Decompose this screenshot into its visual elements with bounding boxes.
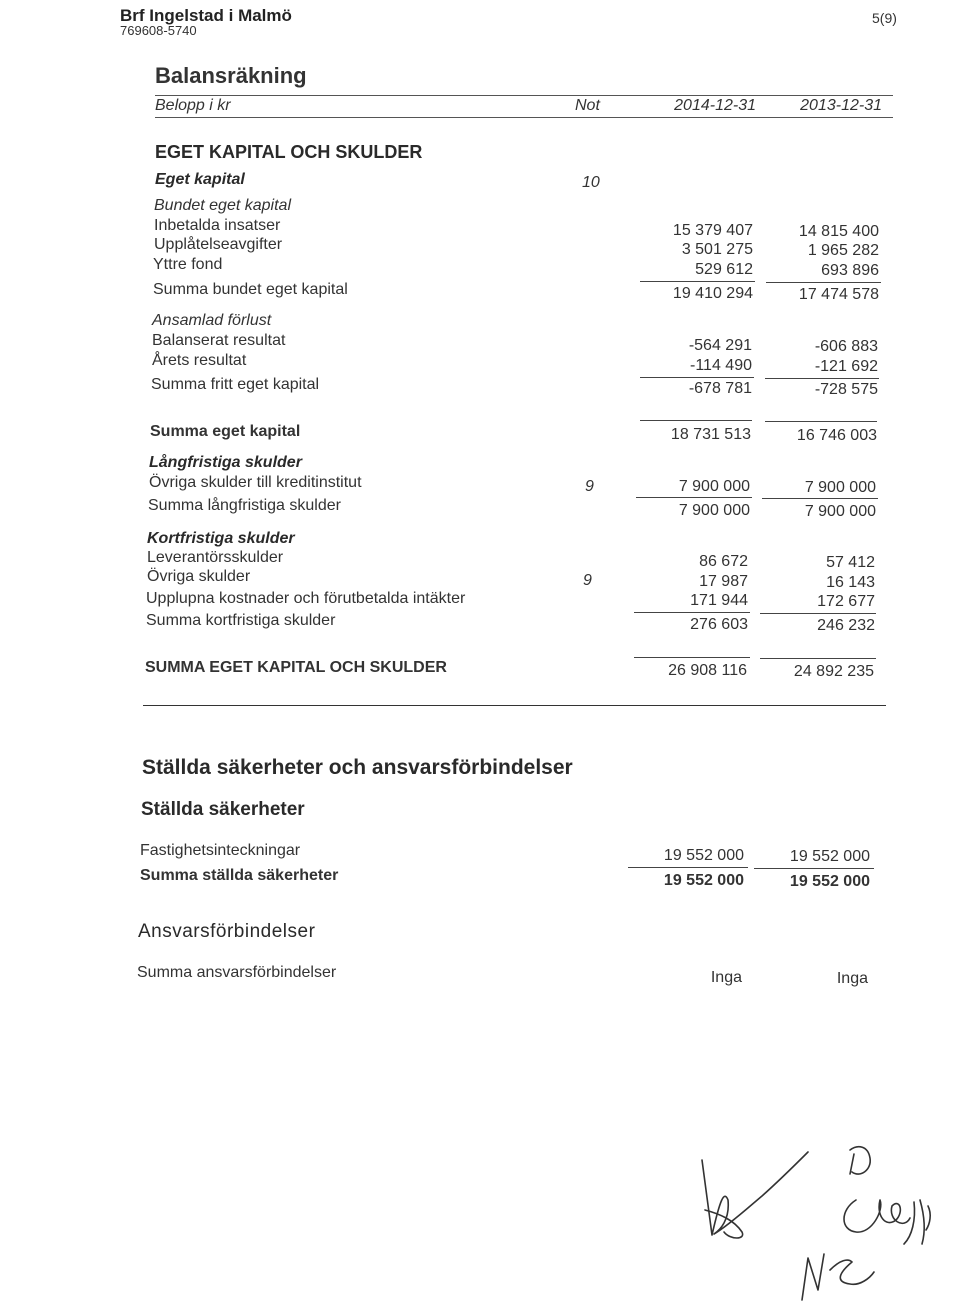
section-divider: [143, 705, 886, 706]
row-value-2013: 1 965 282: [807, 242, 879, 259]
row-label: Upplupna kostnader och förutbetalda intäkter: [146, 590, 466, 607]
row-value-2014: 171 944: [690, 592, 748, 609]
row-value-2014: 7 900 000: [678, 502, 750, 519]
row-label: Yttre fond: [153, 256, 223, 273]
note-column-header: Not: [575, 97, 600, 114]
subtotal-rule: [760, 613, 876, 614]
column-header-2013: 2013-12-31: [800, 97, 882, 114]
grand-total-label: SUMMA EGET KAPITAL OCH SKULDER: [145, 659, 447, 676]
row-value-2013: -728 575: [814, 381, 878, 398]
amount-unit-label: Belopp i kr: [155, 97, 231, 114]
row-value-2014: 529 612: [695, 261, 753, 278]
subtotal-rule: [634, 612, 750, 613]
contingent-value-2013: Inga: [836, 970, 868, 987]
grand-total-rule: [760, 658, 876, 659]
header-rule-bottom: [155, 117, 893, 118]
row-value-2014: 15 379 407: [672, 222, 753, 239]
column-header-2014: 2014-12-31: [674, 97, 756, 114]
subtotal-rule: [640, 281, 755, 282]
total-equity-label: Summa eget kapital: [150, 423, 301, 440]
row-value-2013: 17 474 578: [798, 286, 879, 303]
row-value-2013: -121 692: [814, 358, 878, 375]
total-pledged-2014: 19 552 000: [663, 872, 744, 889]
row-value-2014: -114 490: [690, 357, 752, 374]
row-value-2013: 16 143: [826, 574, 875, 591]
row-label: Inbetalda insatser: [154, 217, 281, 234]
total-pledged-2013: 19 552 000: [789, 873, 870, 890]
handwritten-signatures: [690, 1140, 950, 1310]
total-equity-2014: 18 731 513: [670, 426, 751, 443]
subtotal-rule: [765, 378, 879, 379]
subtotal-rule: [636, 497, 752, 498]
pledges-title: Ställda säkerheter och ansvarsförbindelser: [142, 756, 573, 779]
row-value-2014: 276 603: [690, 616, 748, 633]
row-value-2014: -564 291: [688, 337, 752, 354]
row-value-2014: -678 781: [688, 380, 752, 397]
grand-total-rule: [634, 657, 750, 658]
row-value-2013: 693 896: [821, 262, 879, 279]
subtotal-rule: [754, 868, 874, 869]
pledged-assets-heading: Ställda säkerheter: [141, 799, 305, 820]
total-rule: [765, 421, 877, 422]
subtotal-rule: [628, 867, 748, 868]
page-number: 5(9): [872, 10, 897, 26]
grand-total-2014: 26 908 116: [668, 662, 747, 679]
row-label: Årets resultat: [152, 352, 247, 369]
row-value-2013: 14 815 400: [798, 223, 879, 240]
balance-sheet-title: Balansräkning: [155, 63, 307, 88]
row-label: Övriga skulder till kreditinstitut: [149, 474, 362, 491]
grand-total-2013: 24 892 235: [793, 663, 874, 680]
row-value-2014: 19 552 000: [663, 847, 744, 864]
total-pledged-label: Summa ställda säkerheter: [140, 867, 339, 884]
row-label: Summa bundet eget kapital: [153, 281, 348, 298]
restricted-equity-heading: Bundet eget kapital: [154, 197, 291, 214]
row-value-2013: 172 677: [817, 593, 875, 610]
organization-number: 769608-5740: [120, 23, 197, 38]
section-title-equity-liabilities: EGET KAPITAL OCH SKULDER: [155, 142, 423, 162]
equity-heading: Eget kapital: [155, 171, 245, 188]
row-value-2014: 19 410 294: [672, 285, 753, 302]
row-value-2013: 246 232: [817, 617, 875, 634]
total-rule: [640, 420, 752, 421]
row-label: Summa långfristiga skulder: [148, 497, 341, 514]
row-value-2014: 7 900 000: [678, 478, 750, 495]
note-ref: 9: [583, 572, 592, 589]
short-term-liabilities-heading: Kortfristiga skulder: [147, 530, 295, 547]
organization-name: Brf Ingelstad i Malmö: [120, 6, 292, 25]
row-value-2013: 57 412: [826, 554, 875, 571]
row-label: Summa ansvarsförbindelser: [137, 964, 337, 981]
contingent-value-2014: Inga: [710, 969, 742, 986]
row-label: Balanserat resultat: [152, 332, 286, 349]
header-rule-top: [155, 95, 893, 96]
accumulated-loss-heading: Ansamlad förlust: [152, 312, 272, 329]
row-value-2013: 19 552 000: [789, 848, 870, 865]
long-term-liabilities-heading: Långfristiga skulder: [149, 454, 302, 471]
total-equity-2013: 16 746 003: [796, 427, 877, 444]
row-value-2013: -606 883: [814, 338, 878, 355]
row-value-2014: 17 987: [699, 573, 748, 590]
subtotal-rule: [762, 498, 878, 499]
equity-note-ref: 10: [582, 174, 600, 191]
row-label: Summa fritt eget kapital: [151, 376, 320, 393]
row-label: Upplåtelseavgifter: [154, 236, 283, 253]
row-label: Övriga skulder: [147, 568, 251, 585]
row-label: Fastighetsinteckningar: [140, 842, 301, 859]
row-value-2014: 3 501 275: [681, 241, 753, 258]
row-label: Summa kortfristiga skulder: [146, 612, 336, 629]
note-ref: 9: [585, 478, 594, 495]
row-value-2013: 7 900 000: [804, 479, 876, 496]
row-label: Leverantörsskulder: [147, 549, 284, 566]
row-value-2013: 7 900 000: [804, 503, 876, 520]
row-value-2014: 86 672: [699, 553, 748, 570]
subtotal-rule: [640, 377, 754, 378]
subtotal-rule: [766, 282, 881, 283]
contingent-liabilities-heading: Ansvarsförbindelser: [138, 921, 316, 942]
